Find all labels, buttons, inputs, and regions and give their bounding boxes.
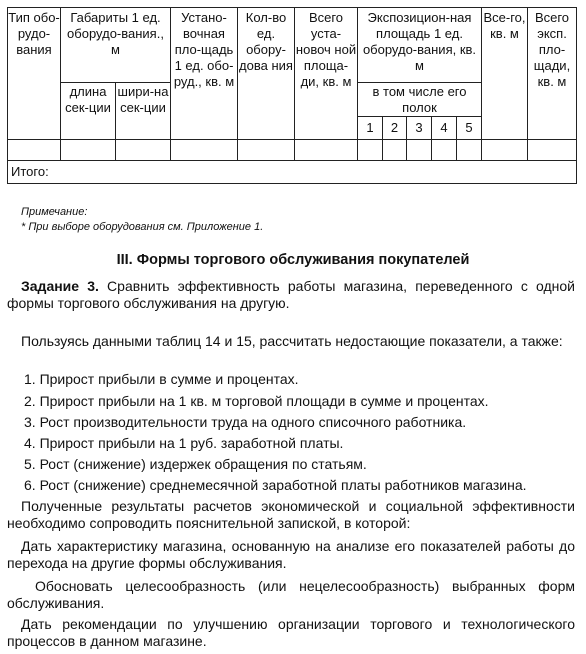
table-cell [358, 140, 383, 161]
header-shelf-4: 4 [432, 117, 457, 140]
list-item: 6. Рост (снижение) среднемесячной заработной платы работников магазина. [24, 477, 527, 493]
table-cell [8, 140, 61, 161]
table-cell [407, 140, 432, 161]
intro-paragraph: Пользуясь данными таблиц 14 и 15, рассчитать недостающие показатели, а также: [21, 333, 563, 349]
list-item: 5. Рост (снижение) издержек обращения по статьям. [24, 456, 367, 472]
section-title: III. Формы торгового обслуживания покупателей [116, 252, 470, 268]
note-title: Примечание: [21, 206, 88, 218]
task-text: Сравнить эффективность работы магазина, переведенного с одной формы торгового обслуживания на другую. [7, 278, 575, 311]
table-cell [528, 140, 577, 161]
equipment-table [7, 7, 577, 184]
header-quantity: Кол-во ед. обору-дова ния [238, 8, 295, 140]
conclusion-paragraph: Полученные результаты расчетов экономической и социальной эффективности необходимо сопроводить пояснительной запиской, в которой: [7, 498, 575, 531]
table-cell [432, 140, 457, 161]
list-item: 2. Прирост прибыли на 1 кв. м торговой площади в сумме и процентах. [24, 393, 489, 409]
task-label: Задание 3. [21, 278, 99, 294]
note-text: * При выборе оборудования см. Приложение 1. [21, 221, 264, 233]
header-dimensions: Габариты 1 ед. оборудо-вания., м [61, 8, 171, 83]
header-shelf-2: 2 [383, 117, 407, 140]
header-shelf-5: 5 [457, 117, 482, 140]
table-cell [295, 140, 358, 161]
list-item: 1. Прирост прибыли в сумме и процентах. [24, 371, 299, 387]
list-item: 3. Рост производительности труда на одного списочного работника. [24, 414, 467, 430]
header-total-install-area: Всего уста-новоч ной площа-ди, кв. м [295, 8, 358, 140]
paragraph: Дать рекомендации по улучшению организации торгового и технологического процессов в данном магазине. [7, 616, 575, 649]
header-shelf-1: 1 [358, 117, 383, 140]
header-total-sqm: Все-го, кв. м [482, 8, 528, 140]
table-cell [238, 140, 295, 161]
note [21, 205, 263, 235]
header-including-shelves: в том числе его полок [358, 83, 482, 117]
header-total-expo: Всего эксп. пло-щади, кв. м [528, 8, 577, 140]
header-installed-area: Устано-вочная пло-щадь 1 ед. обо-руд., кв. м [171, 8, 238, 140]
table-cell [61, 140, 116, 161]
header-shelf-3: 3 [407, 117, 432, 140]
list-item: 4. Прирост прибыли на 1 руб. заработной платы. [24, 435, 344, 451]
header-equipment-type: Тип обо-рудо-вания [8, 8, 61, 140]
table-row [8, 140, 577, 161]
table-cell [116, 140, 171, 161]
table-cell [457, 140, 482, 161]
task-paragraph [7, 278, 575, 312]
table-cell [171, 140, 238, 161]
table-cell [482, 140, 528, 161]
paragraph: Дать характеристику магазина, основанную на анализе его показателей работы до перехода на другие формы обслуживания. [7, 538, 575, 571]
header-expo-area: Экспозицион-ная площадь 1 ед. оборудо-вания, кв. м [358, 8, 482, 83]
header-width: шири-на сек-ции [116, 83, 171, 140]
paragraph: Обосновать целесообразность (или нецелесообразность) выбранных форм обслуживания. [7, 578, 575, 611]
header-length: длина сек-ции [61, 83, 116, 140]
table-cell [383, 140, 407, 161]
total-label: Итого: [8, 161, 577, 184]
total-row [8, 161, 577, 184]
